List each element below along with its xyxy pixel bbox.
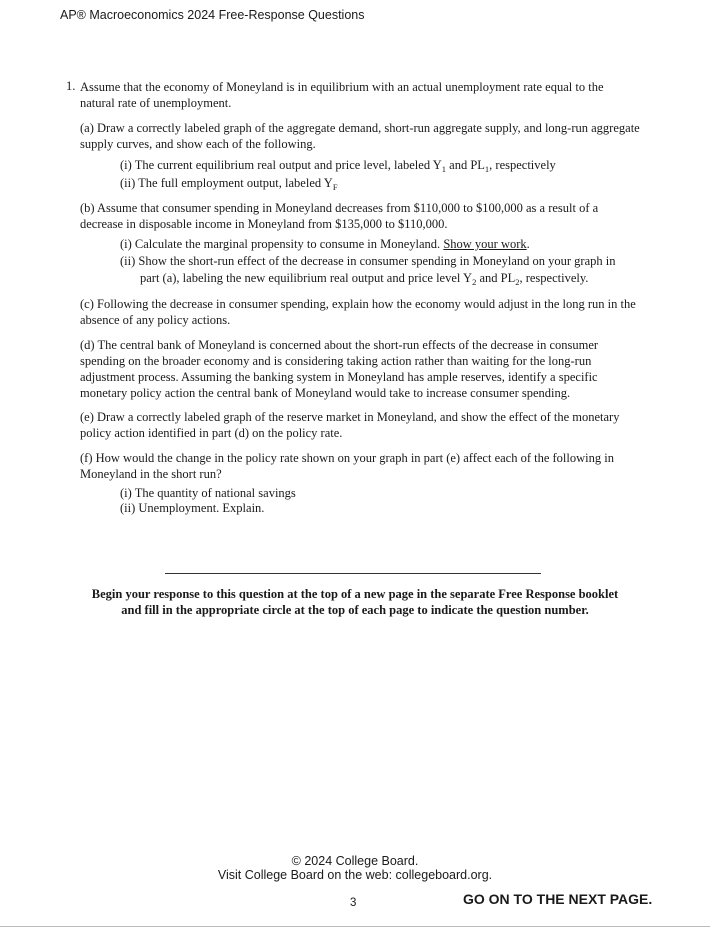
- part-b-ii: (ii) Show the short-run effect of the decrease in consumer spending in Moneyland on your graph in: [120, 254, 616, 268]
- page-number: 3: [350, 897, 357, 909]
- show-your-work: Show your work: [443, 237, 527, 251]
- part-d-line: monetary policy action the central bank of Moneyland would take to increase consumer spending.: [80, 386, 571, 400]
- part-b: [80, 200, 598, 232]
- visit-website: Visit College Board on the web: collegeboard.org.: [217, 868, 493, 882]
- part-a: [80, 120, 640, 152]
- part-d-line: adjustment process. Assuming the banking system in Moneyland has ample reserves, identify a specific: [80, 370, 598, 384]
- bottom-border: [0, 926, 710, 927]
- part-b-ii-cont: part (a), labeling the new equilibrium real output and price level $Y_2$ and $PL_2$, respectively.: [140, 271, 589, 287]
- part-a-ii: (ii) The full employment output, labeled $Y_F$: [120, 176, 338, 192]
- part-e-line: (e) Draw a correctly labeled graph of the reserve market in Moneyland, and show the effect of the monetary: [80, 410, 620, 424]
- part-f-line: Moneyland in the short run?: [80, 467, 222, 481]
- part-e-line: policy action identified in part (d) on the policy rate.: [80, 426, 343, 440]
- question-intro: [80, 79, 604, 111]
- part-c-line: absence of any policy actions.: [80, 313, 231, 327]
- intro-line: natural rate of unemployment.: [80, 96, 232, 110]
- page-header: AP® Macroeconomics 2024 Free-Response Questions: [60, 8, 365, 22]
- intro-line: Assume that the economy of Moneyland is in equilibrium with an actual unemployment rate equal to the: [80, 80, 604, 94]
- part-b-line: (b) Assume that consumer spending in Moneyland decreases from $110,000 to $100,000 as a result of a: [80, 201, 599, 215]
- part-d-line: (d) The central bank of Moneyland is concerned about the short-run effects of the decrease in consumer: [80, 338, 599, 352]
- part-b-line: decrease in disposable income in Moneyland from $135,000 to $110,000.: [80, 217, 448, 231]
- part-a-line: supply curves, and show each of the following.: [80, 137, 316, 151]
- instructions-line-1: Begin your response to this question at the top of a new page in the separate Free Response booklet: [91, 587, 619, 601]
- part-c: [80, 296, 636, 328]
- part-d-line: spending on the broader economy and is considering taking action rather than waiting for the long-run: [80, 354, 592, 368]
- copyright: © 2024 College Board.: [291, 854, 419, 868]
- part-f-line: (f) How would the change in the policy rate shown on your graph in part (e) affect each of the following in: [80, 451, 614, 465]
- divider-rule: [165, 573, 541, 574]
- part-f-ii: (ii) Unemployment. Explain.: [120, 501, 265, 515]
- go-on-next-page: GO ON TO THE NEXT PAGE.: [463, 891, 653, 907]
- part-a-i: (i) The current equilibrium real output and price level, labeled $Y_1$ and $PL_1$, respectively: [120, 158, 556, 174]
- instructions-line-2: and fill in the appropriate circle at the top of each page to indicate the question number.: [121, 603, 589, 617]
- part-b-i: (i) Calculate the marginal propensity to consume in Moneyland. Show your work.: [120, 237, 530, 251]
- part-e: [80, 409, 619, 441]
- part-a-line: (a) Draw a correctly labeled graph of the aggregate demand, short-run aggregate supply, and long-run aggregate: [80, 121, 640, 135]
- part-f: [80, 450, 614, 482]
- question-number: 1.: [66, 79, 76, 93]
- part-c-line: (c) Following the decrease in consumer spending, explain how the economy would adjust in the long run in the: [80, 297, 636, 311]
- part-f-i: (i) The quantity of national savings: [120, 486, 296, 500]
- part-d: [80, 337, 598, 401]
